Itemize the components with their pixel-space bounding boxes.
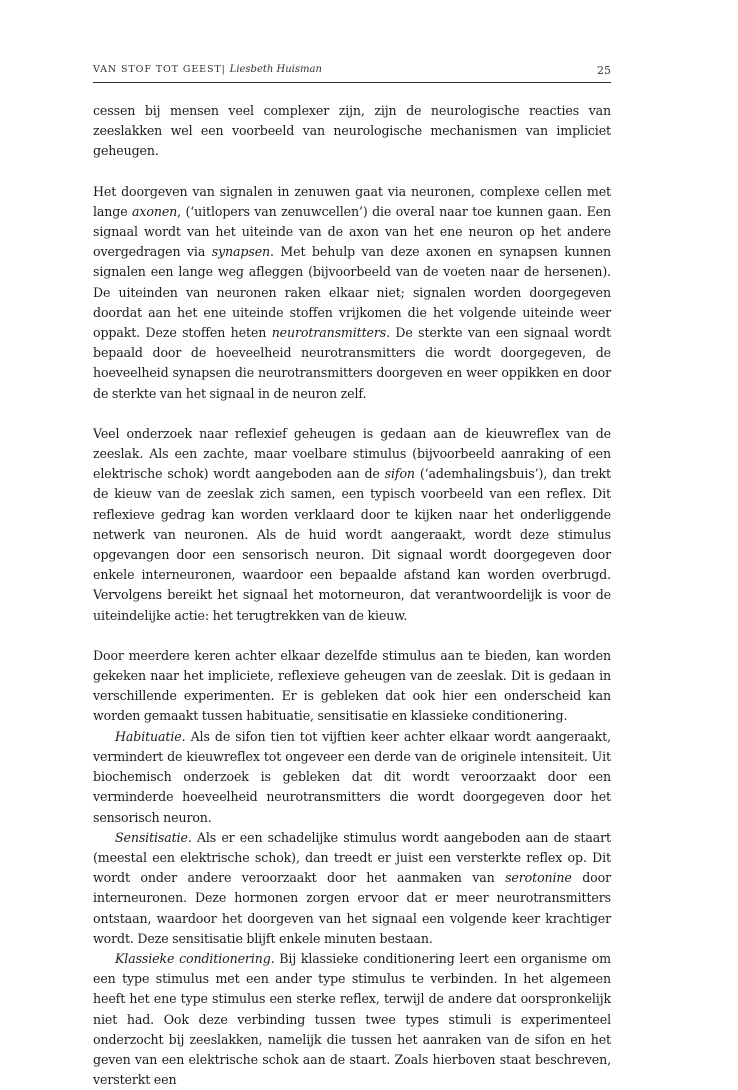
body-text	[93, 101, 611, 1090]
running-head	[93, 64, 322, 75]
paragraph	[93, 828, 611, 949]
running-header	[93, 62, 611, 83]
paragraph	[93, 424, 611, 626]
author-name: Liesbeth Huisman	[229, 64, 322, 75]
paragraph-gap	[93, 626, 611, 646]
paragraph-gap	[93, 162, 611, 182]
italic-term: Habituatie	[115, 728, 182, 744]
text-run: . De sterkte van een signaal wordt bepaald door de hoeveelheid neurotransmitters die wordt doorgegeven, de hoeveelheid synapsen die neurotransmitters doorgeven en weer oppikken en door de sterkte van het signaal in de neuron zelf.	[93, 325, 611, 401]
text-run: . Met behulp van deze axonen en synapsen kunnen signalen een lange weg afleggen (bijvoorbeeld van de voeten naar de hersenen). De uiteinden van neuronen raken elkaar niet; signalen worden doorgegeven doordat aan het ene uiteinde stoffen vrijkomen die het volgende uiteinde weer oppakt. Deze stoffen heten	[93, 244, 612, 341]
book-title: VAN STOF TOT GEEST	[93, 64, 222, 75]
text-run: . Als de sifon tien tot vijftien keer achter elkaar wordt aangeraakt, vermindert de kieuwreflex tot ongeveer een derde van de originele intensiteit. Uit biochemisch onderzoek is gebleken dat dit wordt veroorzaakt door een verminderde hoeveelheid neurotransmitters die wordt doorgegeven door het sensorisch neuron.	[93, 728, 611, 825]
paragraph-gap	[93, 404, 611, 424]
italic-term: Sensitisatie	[115, 829, 188, 845]
italic-term: axonen	[132, 203, 178, 219]
text-run: . Als er een schadelijke stimulus wordt aangeboden aan de staart (meestal een elektrische schok), dan treedt er juist een versterkte reflex op. Dit wordt onder andere veroorzaakt door het aanmaken van	[93, 829, 611, 886]
italic-term: sifon	[384, 466, 415, 482]
paragraph	[93, 101, 611, 162]
text-run: cessen bij mensen veel complexer zijn, zijn de neurologische reacties van zeeslakken wel een voorbeeld van neurologische mechanismen van impliciet geheugen.	[93, 103, 611, 159]
text-run: Het doorgeven van signalen in zenuwen gaat via neuronen, complexe cellen met lange	[93, 183, 611, 219]
text-run: , (‘uitlopers van zenuwcellen’) die overal naar toe kunnen gaan. Een signaal wordt van het uiteinde van de axon van het ene neuron op het andere overgedragen via	[93, 203, 611, 260]
header-separator: |	[221, 64, 226, 75]
text-run: . Bij klassieke conditionering leert een organisme om een type stimulus met een ander type stimulus te verbinden. In het algemeen heeft het ene type stimulus een sterke reflex, terwijl de andere dat oorspronkelijk niet had. Ook deze verbinding tussen twee types stimuli is experimenteel onderzocht bij zeeslakken, namelijk die tussen het aanraken van de sifon en het geven van een elektrische schok aan de staart. Zoals hierboven staat beschreven, versterkt een	[93, 950, 611, 1088]
italic-term: synapsen	[211, 244, 271, 260]
paragraph	[93, 727, 611, 828]
paragraph	[93, 646, 611, 727]
text-run: door interneuronen. Deze hormonen zorgen ervoor dat er meer neurotransmitters ontstaan, waardoor het doorgeven van het signaal een volgende keer krachtiger wordt. Deze sensitisatie blijft enkele minuten bestaan.	[93, 870, 611, 946]
text-run: (‘ademhalingsbuis’), dan trekt de kieuw van de zeeslak zich samen, een typisch voorbeeld van een reflex. Dit reflexieve gedrag kan worden verklaard door te kijken naar het onderliggende netwerk van neuronen. Als de huid wordt aangeraakt, wordt deze stimulus opgevangen door een sensorisch neuron. Dit signaal wordt doorgegeven door enkele interneuronen, waardoor een bepaalde afstand kan worden overbrugd. Vervolgens bereikt het signaal het motorneuron, dat verantwoordelijk is voor de uiteindelijke actie: het terugtrekken van de kieuw.	[93, 466, 611, 623]
paragraph	[93, 949, 611, 1090]
italic-term: serotonine	[505, 870, 572, 886]
italic-term: neurotransmitters	[271, 325, 387, 341]
text-run: Door meerdere keren achter elkaar dezelfde stimulus aan te bieden, kan worden gekeken naar het impliciete, reflexieve geheugen van de zeeslak. Dit is gedaan in verschillende experimenten. Er is gebleken dat ook hier een onderscheid kan worden gemaakt tussen habituatie, sensitisatie en klassieke conditionering.	[93, 647, 611, 724]
page-number: 25	[597, 64, 611, 77]
italic-term: Klassieke conditionering	[115, 950, 271, 966]
paragraph	[93, 182, 611, 404]
text-run: Veel onderzoek naar reflexief geheugen is gedaan aan de kieuwreflex van de zeeslak. Als een zachte, maar voelbare stimulus (bijvoorbeeld aanraking of een elektrische schok) wordt aangeboden aan de	[93, 425, 611, 482]
